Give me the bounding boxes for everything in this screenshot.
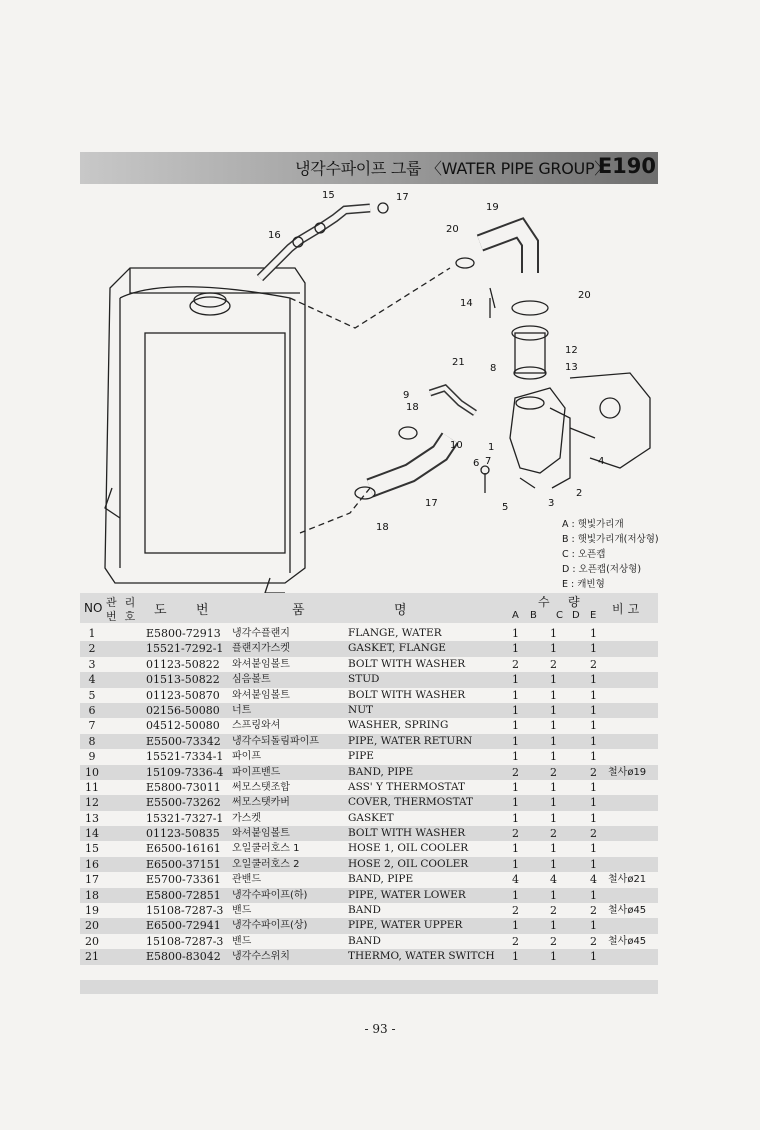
english-name: ASS' Y THERMOSTAT (348, 780, 466, 793)
callout-18b: 18 (376, 522, 389, 533)
row-number: 20 (85, 919, 99, 933)
remarks: 철사ø21 (608, 874, 647, 886)
part-number: E5500-73262 (146, 796, 221, 810)
part-number: E5500-73342 (146, 734, 221, 748)
callout-1: 1 (488, 442, 495, 453)
part-number: 01513-50822 (146, 673, 220, 687)
english-name: BOLT WITH WASHER (348, 657, 466, 670)
legend-item: C : 오픈캡 (562, 549, 606, 560)
qty-a: 1 (512, 642, 519, 656)
english-name: BAND, PIPE (348, 873, 414, 886)
english-name: FLANGE, WATER (348, 627, 442, 639)
row-number: 8 (88, 734, 96, 748)
qty-c: 1 (550, 919, 557, 933)
qty-e: 1 (590, 780, 597, 794)
header-part: 품 (292, 603, 305, 618)
callout-19: 19 (486, 202, 499, 213)
qty-c: 1 (550, 811, 557, 825)
qty-c: 1 (550, 673, 557, 687)
table-row (80, 672, 658, 687)
qty-e: 1 (590, 888, 597, 902)
remarks: 철사ø45 (608, 905, 647, 917)
korean-name: 냉각수플랜지 (232, 628, 290, 639)
qty-a: 1 (512, 919, 519, 933)
korean-name: 와셔붙임볼트 (232, 828, 290, 840)
qty-c: 4 (550, 873, 557, 887)
parts-table (80, 626, 658, 965)
table-row (80, 826, 658, 841)
qty-c: 1 (550, 734, 557, 748)
row-number: 20 (85, 934, 99, 948)
qty-e: 1 (590, 796, 597, 810)
qty-e: 1 (590, 673, 597, 687)
korean-name: 냉각수되돌림파이프 (232, 735, 319, 747)
row-number: 5 (88, 688, 96, 702)
qty-c: 2 (550, 657, 557, 671)
korean-name: 냉각수스위치 (232, 951, 290, 963)
row-number: 15 (85, 842, 99, 856)
header-qty-d: D (572, 610, 580, 621)
callout-5: 5 (502, 502, 509, 513)
table-header (80, 593, 658, 623)
qty-c: 1 (550, 857, 557, 871)
row-number: 9 (88, 750, 96, 764)
table-row (80, 749, 658, 764)
part-number: E6500-37151 (146, 857, 221, 871)
qty-e: 2 (590, 765, 597, 779)
qty-e: 1 (590, 719, 597, 733)
english-name: THERMO, WATER SWITCH (348, 950, 495, 963)
table-row (80, 903, 658, 918)
row-number: 18 (85, 888, 99, 902)
table-row (80, 703, 658, 718)
remarks: 철사ø45 (608, 935, 647, 947)
english-name: WASHER, SPRING (348, 719, 449, 732)
qty-c: 2 (550, 765, 557, 779)
legend-item: B : 햇빛가리개(저상형) (562, 534, 659, 545)
qty-e: 2 (590, 827, 597, 841)
qty-e: 1 (590, 857, 597, 871)
qty-c: 1 (550, 842, 557, 856)
qty-a: 1 (512, 719, 519, 733)
row-number: 1 (88, 627, 96, 640)
qty-c: 2 (550, 934, 557, 948)
legend-item: E : 캐빈형 (562, 579, 605, 590)
model-legend (562, 517, 659, 592)
qty-e: 1 (590, 750, 597, 764)
table-row (80, 811, 658, 826)
english-name: PIPE, WATER UPPER (348, 919, 463, 932)
row-number: 10 (85, 765, 99, 779)
row-number: 6 (88, 703, 96, 717)
table-row (80, 780, 658, 795)
qty-c: 1 (550, 888, 557, 902)
qty-c: 1 (550, 703, 557, 717)
table-row (80, 918, 658, 933)
korean-name: 와셔붙임볼트 (232, 658, 290, 670)
header-qty-e: E (590, 610, 597, 621)
korean-name: 파이프밴드 (232, 766, 281, 778)
qty-c: 1 (550, 719, 557, 733)
english-name: BOLT WITH WASHER (348, 688, 466, 701)
part-number: 15109-7336-4 (146, 765, 224, 779)
qty-e: 4 (590, 873, 597, 887)
english-name: PIPE, WATER RETURN (348, 734, 473, 747)
korean-name: 오일쿨러호스 1 (232, 843, 300, 855)
qty-c: 1 (550, 780, 557, 794)
part-number: 15521-7292-1 (146, 642, 224, 656)
english-name: BOLT WITH WASHER (348, 827, 466, 840)
part-number: E5800-73011 (146, 780, 221, 794)
korean-name: 너트 (232, 704, 252, 716)
table-row (80, 949, 658, 964)
qty-e: 2 (590, 904, 597, 918)
korean-name: 관밴드 (232, 874, 261, 886)
header-drawing-2: 번 (196, 603, 209, 618)
qty-a: 1 (512, 842, 519, 856)
qty-e: 1 (590, 734, 597, 748)
row-number: 3 (88, 657, 96, 671)
qty-a: 2 (512, 657, 519, 671)
qty-c: 1 (550, 750, 557, 764)
qty-a: 2 (512, 904, 519, 918)
korean-name: 스프링와셔 (232, 720, 281, 732)
english-name: HOSE 1, OIL COOLER (348, 842, 469, 855)
qty-c: 2 (550, 827, 557, 841)
table-row (80, 765, 658, 780)
korean-name: 밴드 (232, 935, 252, 947)
qty-e: 1 (590, 842, 597, 856)
english-name: PIPE, WATER LOWER (348, 888, 466, 901)
qty-c: 1 (550, 642, 557, 656)
qty-c: 1 (550, 688, 557, 702)
table-row (80, 934, 658, 949)
english-name: HOSE 2, OIL COOLER (348, 857, 469, 870)
header-qty-a: A (512, 610, 519, 621)
qty-c: 1 (550, 950, 557, 964)
english-name: BAND, PIPE (348, 765, 414, 778)
korean-name: 써모스탯카버 (232, 797, 290, 809)
page-title: 냉각수파이프 그룹 〈WATER PIPE GROUP〉 (295, 159, 610, 178)
korean-name: 밴드 (232, 905, 252, 917)
english-name: STUD (348, 673, 380, 686)
header-qty: 수 (538, 595, 550, 609)
qty-a: 1 (512, 780, 519, 794)
part-number: E5800-83042 (146, 950, 221, 964)
header-qty-b: B (530, 610, 537, 621)
part-number: E6500-16161 (146, 842, 221, 856)
qty-a: 1 (512, 857, 519, 871)
row-number: 2 (88, 642, 96, 656)
table-row (80, 841, 658, 856)
callout-15: 15 (322, 190, 335, 201)
row-number: 14 (85, 827, 99, 841)
qty-a: 1 (512, 703, 519, 717)
part-number: 15321-7327-1 (146, 811, 224, 825)
qty-a: 1 (512, 950, 519, 964)
callout-13: 13 (565, 362, 578, 373)
row-number: 4 (88, 673, 96, 687)
header-qty-c: C (556, 610, 563, 621)
qty-a: 1 (512, 811, 519, 825)
table-row (80, 718, 658, 733)
header-mgmt: 관리 (106, 596, 144, 609)
qty-e: 1 (590, 811, 597, 825)
table-row (80, 872, 658, 887)
qty-a: 2 (512, 934, 519, 948)
table-row (80, 857, 658, 872)
callout-14: 14 (460, 298, 473, 309)
row-number: 12 (85, 796, 99, 810)
qty-c: 2 (550, 904, 557, 918)
english-name: BAND (348, 934, 381, 947)
qty-e: 1 (590, 627, 597, 640)
part-number: E5800-72851 (146, 888, 221, 902)
callout-18: 18 (406, 402, 419, 413)
part-number: 04512-50080 (146, 719, 220, 733)
part-number: 15521-7334-1 (146, 750, 224, 764)
header-qty-2: 량 (568, 595, 580, 609)
row-number: 16 (85, 857, 99, 871)
table-row (80, 688, 658, 703)
header-mgmt-2: 번호 (106, 610, 144, 623)
part-number: E5700-73361 (146, 873, 221, 887)
qty-e: 1 (590, 688, 597, 702)
qty-c: 1 (550, 627, 557, 640)
english-name: GASKET, FLANGE (348, 642, 446, 655)
legend-item: A : 햇빛가리개 (562, 519, 624, 530)
callout-4: 4 (598, 456, 605, 467)
callout-16: 16 (268, 230, 281, 241)
legend-item: D : 오픈캡(저상형) (562, 564, 642, 575)
part-number: 15108-7287-3 (146, 934, 224, 948)
section-code: E190 (597, 154, 656, 178)
qty-c: 1 (550, 796, 557, 810)
part-number: 02156-50080 (146, 703, 220, 717)
english-name: BAND (348, 904, 381, 917)
callout-3: 3 (548, 498, 555, 509)
row-number: 13 (85, 811, 99, 825)
page-number: - 93 - (364, 1022, 396, 1036)
header-remarks: 비고 (612, 602, 644, 616)
korean-name: 와셔붙임볼트 (232, 689, 290, 701)
qty-a: 4 (512, 873, 519, 887)
korean-name: 오일쿨러호스 2 (232, 858, 300, 870)
callout-9: 9 (403, 390, 410, 401)
english-name: NUT (348, 703, 374, 716)
table-row (80, 795, 658, 810)
table-row (80, 734, 658, 749)
part-number: E5800-72913 (146, 627, 221, 640)
footer-band (80, 980, 658, 994)
qty-e: 2 (590, 657, 597, 671)
row-number: 7 (88, 719, 96, 733)
part-number: E6500-72941 (146, 919, 221, 933)
english-name: COVER, THERMOSTAT (348, 796, 474, 809)
callout-17: 17 (396, 192, 409, 203)
callout-12: 12 (565, 345, 578, 356)
korean-name: 냉각수파이프(상) (232, 920, 308, 932)
qty-a: 2 (512, 765, 519, 779)
row-number: 11 (85, 780, 99, 794)
row-number: 17 (85, 873, 99, 887)
header-drawing: 도 (154, 603, 167, 618)
korean-name: 냉각수파이프(하) (232, 889, 308, 901)
callout-2: 2 (576, 488, 583, 499)
qty-e: 1 (590, 642, 597, 656)
table-row (80, 626, 658, 641)
qty-a: 2 (512, 827, 519, 841)
callout-10: 10 (450, 440, 463, 451)
callout-8: 8 (490, 363, 497, 374)
korean-name: 플랜지가스켓 (232, 643, 290, 655)
row-number: 19 (85, 904, 99, 918)
callout-17b: 17 (425, 498, 438, 509)
qty-a: 1 (512, 688, 519, 702)
callout-20b: 20 (578, 290, 591, 301)
korean-name: 써모스탯조합 (232, 781, 290, 793)
remarks: 철사ø19 (608, 766, 647, 778)
callout-21: 21 (452, 357, 465, 368)
qty-e: 1 (590, 950, 597, 964)
part-number: 15108-7287-3 (146, 904, 224, 918)
korean-name: 가스켓 (232, 812, 261, 824)
callout-6: 6 (473, 458, 480, 469)
row-number: 21 (85, 950, 99, 964)
table-row (80, 641, 658, 656)
qty-a: 1 (512, 627, 519, 640)
english-name: PIPE (348, 750, 374, 763)
table-row (80, 657, 658, 672)
korean-name: 심음볼트 (232, 674, 271, 686)
korean-name: 파이프 (232, 751, 261, 763)
qty-a: 1 (512, 888, 519, 902)
qty-a: 1 (512, 796, 519, 810)
qty-e: 1 (590, 703, 597, 717)
english-name: GASKET (348, 811, 394, 824)
callout-7: 7 (485, 456, 492, 467)
part-number: 01123-50822 (146, 657, 220, 671)
qty-a: 1 (512, 673, 519, 687)
table-row (80, 888, 658, 903)
part-number: 01123-50870 (146, 688, 220, 702)
qty-e: 1 (590, 919, 597, 933)
header-name: 명 (394, 603, 407, 618)
part-number: 01123-50835 (146, 827, 220, 841)
qty-a: 1 (512, 734, 519, 748)
qty-a: 1 (512, 750, 519, 764)
callout-20: 20 (446, 224, 459, 235)
qty-e: 2 (590, 934, 597, 948)
header-no: NO (84, 601, 103, 615)
